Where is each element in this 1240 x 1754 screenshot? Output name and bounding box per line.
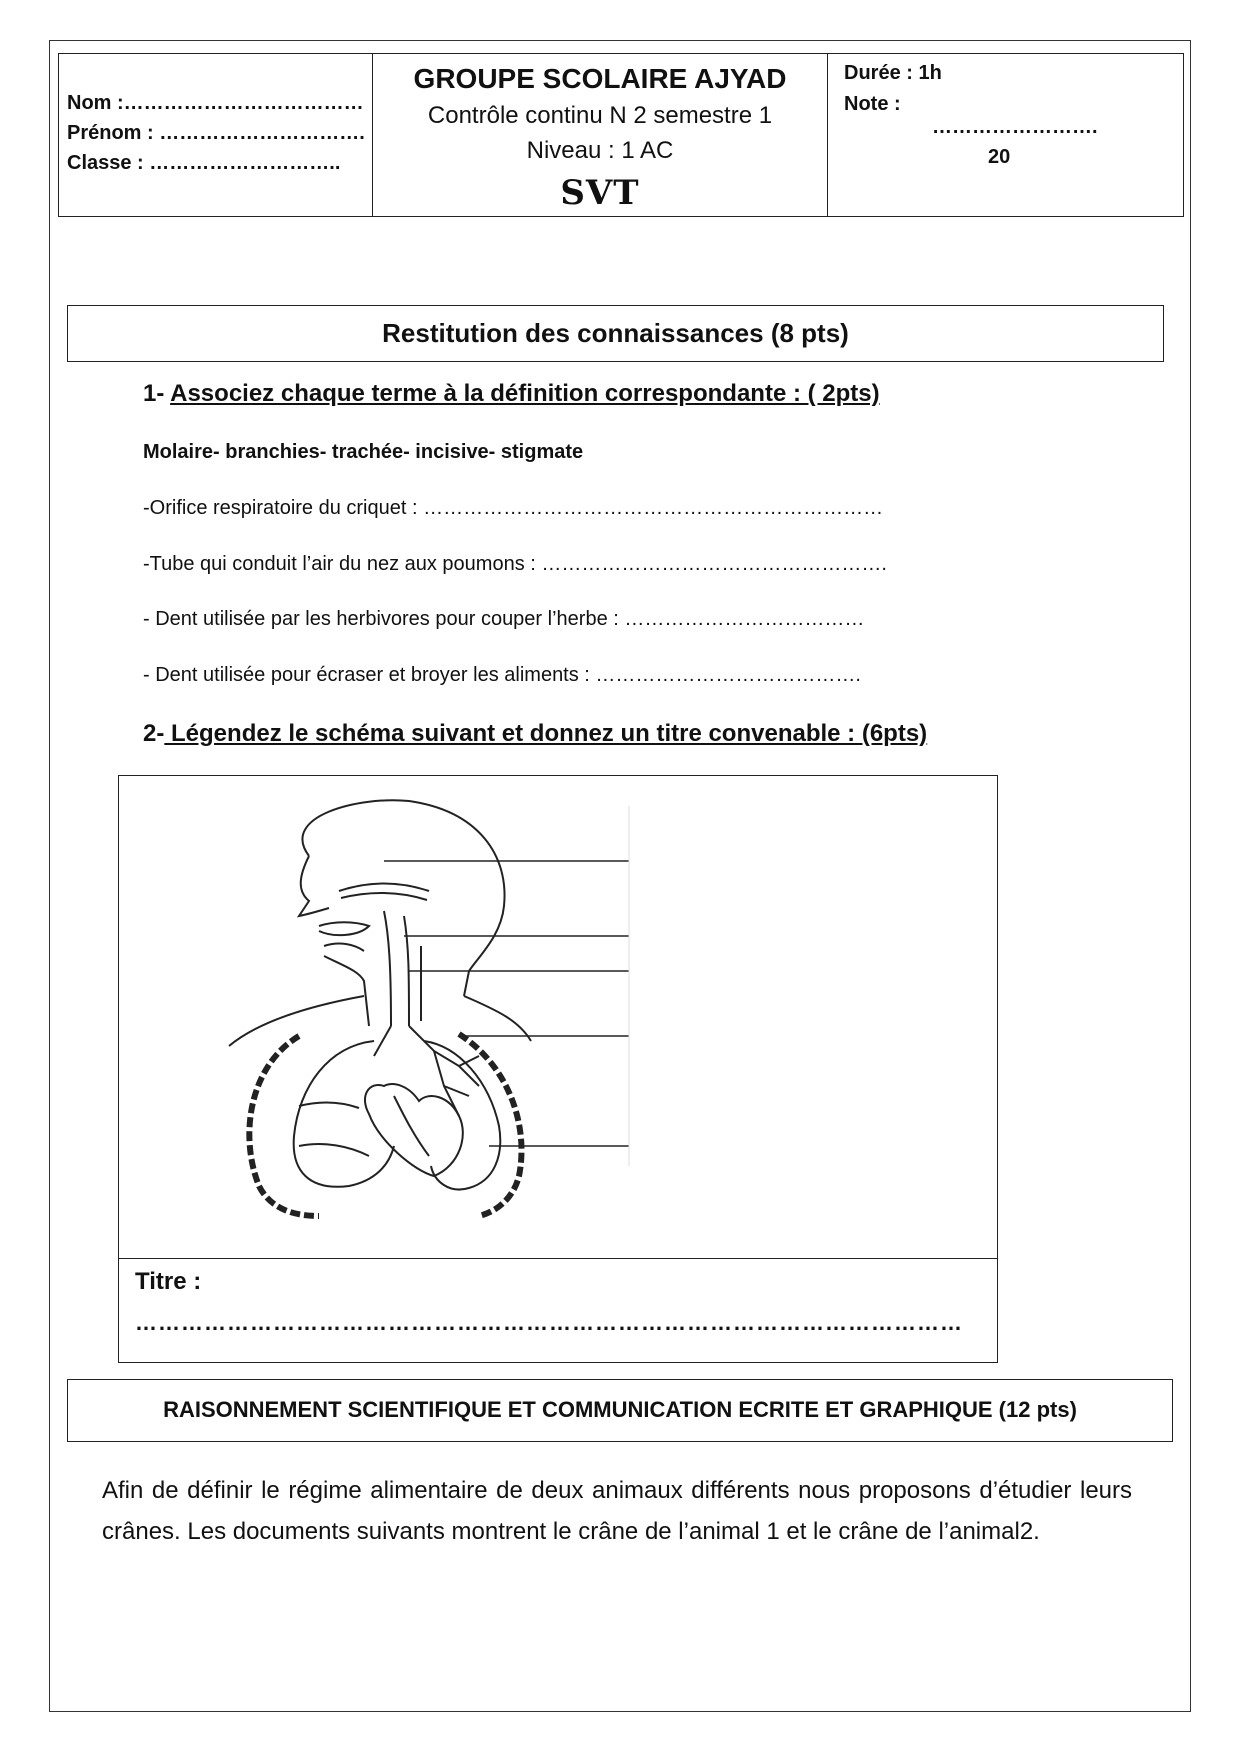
niveau: Niveau : 1 AC xyxy=(526,137,674,164)
q2-number: 2- xyxy=(143,720,165,747)
header-table xyxy=(58,53,1184,217)
grade-info xyxy=(828,54,1183,216)
note-total: 20 xyxy=(988,146,1011,168)
title-divider xyxy=(119,1258,997,1259)
q1-text: Associez chaque terme à la définition correspondante : ( 2pts) xyxy=(170,380,880,407)
prenom-field[interactable]: Prénom : …………………………. xyxy=(67,122,365,144)
school-name: GROUPE SCOLAIRE AJYAD xyxy=(413,63,787,94)
duree: Durée : 1h xyxy=(844,62,942,84)
classe-field[interactable]: Classe : ……………………….. xyxy=(67,152,341,174)
note-label: Note : xyxy=(844,93,901,115)
q1-number: 1- xyxy=(143,380,171,407)
titre-label: Titre : xyxy=(135,1268,202,1295)
section-1-title: Restitution des connaissances (8 pts) xyxy=(67,305,1164,362)
definition-3[interactable]: - Dent utilisée par les herbivores pour couper l’herbe : ……………………………… xyxy=(143,608,865,630)
q2-text: Légendez le schéma suivant et donnez un titre convenable : (6pts) xyxy=(164,720,928,747)
respiratory-system-diagram xyxy=(159,796,639,1236)
titre-field[interactable]: ……………………………………………………………………………………………… xyxy=(135,1310,963,1335)
section-2-title: RAISONNEMENT SCIENTIFIQUE ET COMMUNICATION ECRITE ET GRAPHIQUE (12 pts) xyxy=(67,1379,1173,1442)
exam-info xyxy=(373,54,828,216)
subject-title: SVT xyxy=(560,173,640,213)
diagram-box xyxy=(118,775,998,1363)
terms-list: Molaire- branchies- trachée- incisive- stigmate xyxy=(143,441,584,463)
question-1 xyxy=(143,380,880,408)
definition-2[interactable]: -Tube qui conduit l’air du nez aux poumons : ……………………………………………. xyxy=(143,553,887,575)
exam-title: Contrôle continu N 2 semestre 1 xyxy=(427,102,773,129)
question-2 xyxy=(143,720,927,748)
definition-4[interactable]: - Dent utilisée pour écraser et broyer les aliments : …………………………………. xyxy=(143,664,861,686)
note-field[interactable]: ……………………. xyxy=(932,116,1098,138)
intro-paragraph: Afin de définir le régime alimentaire de deux animaux différents nous proposons d’étudier leurs crânes. Les documents suivants montrent le crâne de l’animal 1 et le crâne de l’animal2. xyxy=(102,1477,1132,1545)
definition-1[interactable]: -Orifice respiratoire du criquet : …………………………………………………………… xyxy=(143,497,884,519)
student-info xyxy=(59,54,373,216)
nom-field[interactable]: Nom :……………………………… xyxy=(67,92,364,114)
